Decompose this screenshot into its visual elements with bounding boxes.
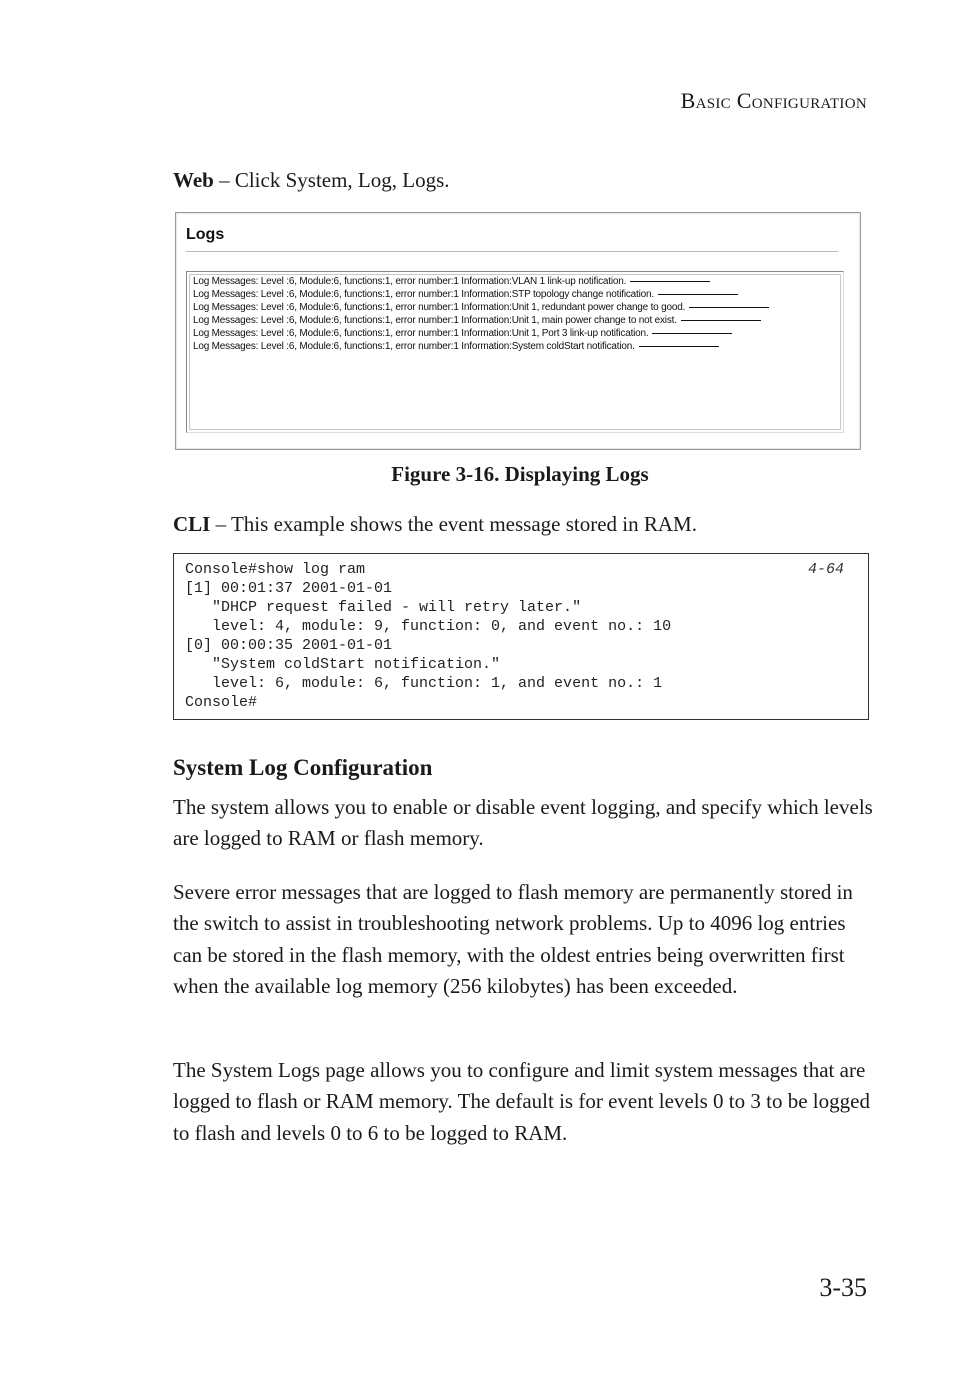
- cli-code-block: [173, 553, 869, 720]
- code-line: Console#: [185, 694, 258, 711]
- command-reference: 4-64: [807, 561, 844, 578]
- log-line: Log Messages: Level :6, Module:6, functions:1, error number:1 Information:Unit 1, Port 3 link-up notification.: [193, 328, 732, 339]
- logs-screenshot: [175, 212, 861, 450]
- log-line: Log Messages: Level :6, Module:6, functions:1, error number:1 Information:Unit 1, main power change to not exist.: [193, 315, 761, 326]
- web-instruction-text: – Click System, Log, Logs.: [213, 168, 450, 192]
- page-number: 3-35: [819, 1273, 867, 1302]
- paragraph: The system allows you to enable or disable event logging, and specify which levels are logged to RAM or flash memory.: [173, 795, 873, 851]
- log-messages-list: [189, 274, 841, 430]
- title-divider: [186, 251, 838, 252]
- code-line: level: 6, module: 6, function: 1, and event no.: 1: [185, 675, 663, 692]
- code-line: "System coldStart notification.": [185, 656, 501, 673]
- cli-instruction-text: – This example shows the event message stored in RAM.: [210, 512, 697, 536]
- cli-instruction: [173, 512, 697, 537]
- code-line: "DHCP request failed - will retry later.": [185, 599, 582, 616]
- code-line: [0] 00:00:35 2001-01-01: [185, 637, 393, 654]
- code-line: Console#show log ram: [185, 561, 366, 578]
- log-line: Log Messages: Level :6, Module:6, functions:1, error number:1 Information:STP topology change notification.: [193, 289, 738, 300]
- code-line: level: 4, module: 9, function: 0, and event no.: 10: [185, 618, 672, 635]
- log-line: Log Messages: Level :6, Module:6, functions:1, error number:1 Information:System coldStart notification.: [193, 341, 719, 352]
- paragraph: Severe error messages that are logged to flash memory are permanently stored in the switch to assist in troubleshooting network problems. Up to 4096 log entries can be stored in the flash memory, with the oldest entries being overwritten first when the available log memory (256 kilobytes) has been exceeded.: [173, 880, 853, 998]
- logs-page-title: Logs: [186, 226, 225, 243]
- code-line: [1] 00:01:37 2001-01-01: [185, 580, 393, 597]
- running-header: Basic Configuration: [680, 88, 867, 113]
- log-line: Log Messages: Level :6, Module:6, functions:1, error number:1 Information:Unit 1, redundant power change to good.: [193, 302, 769, 313]
- web-label: Web: [173, 168, 214, 192]
- log-line: Log Messages: Level :6, Module:6, functions:1, error number:1 Information:VLAN 1 link-up notification.: [193, 276, 710, 287]
- cli-label: CLI: [173, 512, 211, 536]
- web-instruction: [173, 168, 450, 193]
- figure-caption: Figure 3-16. Displaying Logs: [391, 462, 649, 486]
- paragraph: The System Logs page allows you to configure and limit system messages that are logged to flash or RAM memory. The default is for event levels 0 to 3 to be logged to flash and levels 0 to 6 to be logged to RAM.: [173, 1058, 870, 1145]
- section-heading: System Log Configuration: [173, 755, 433, 780]
- log-messages-box[interactable]: [186, 271, 844, 433]
